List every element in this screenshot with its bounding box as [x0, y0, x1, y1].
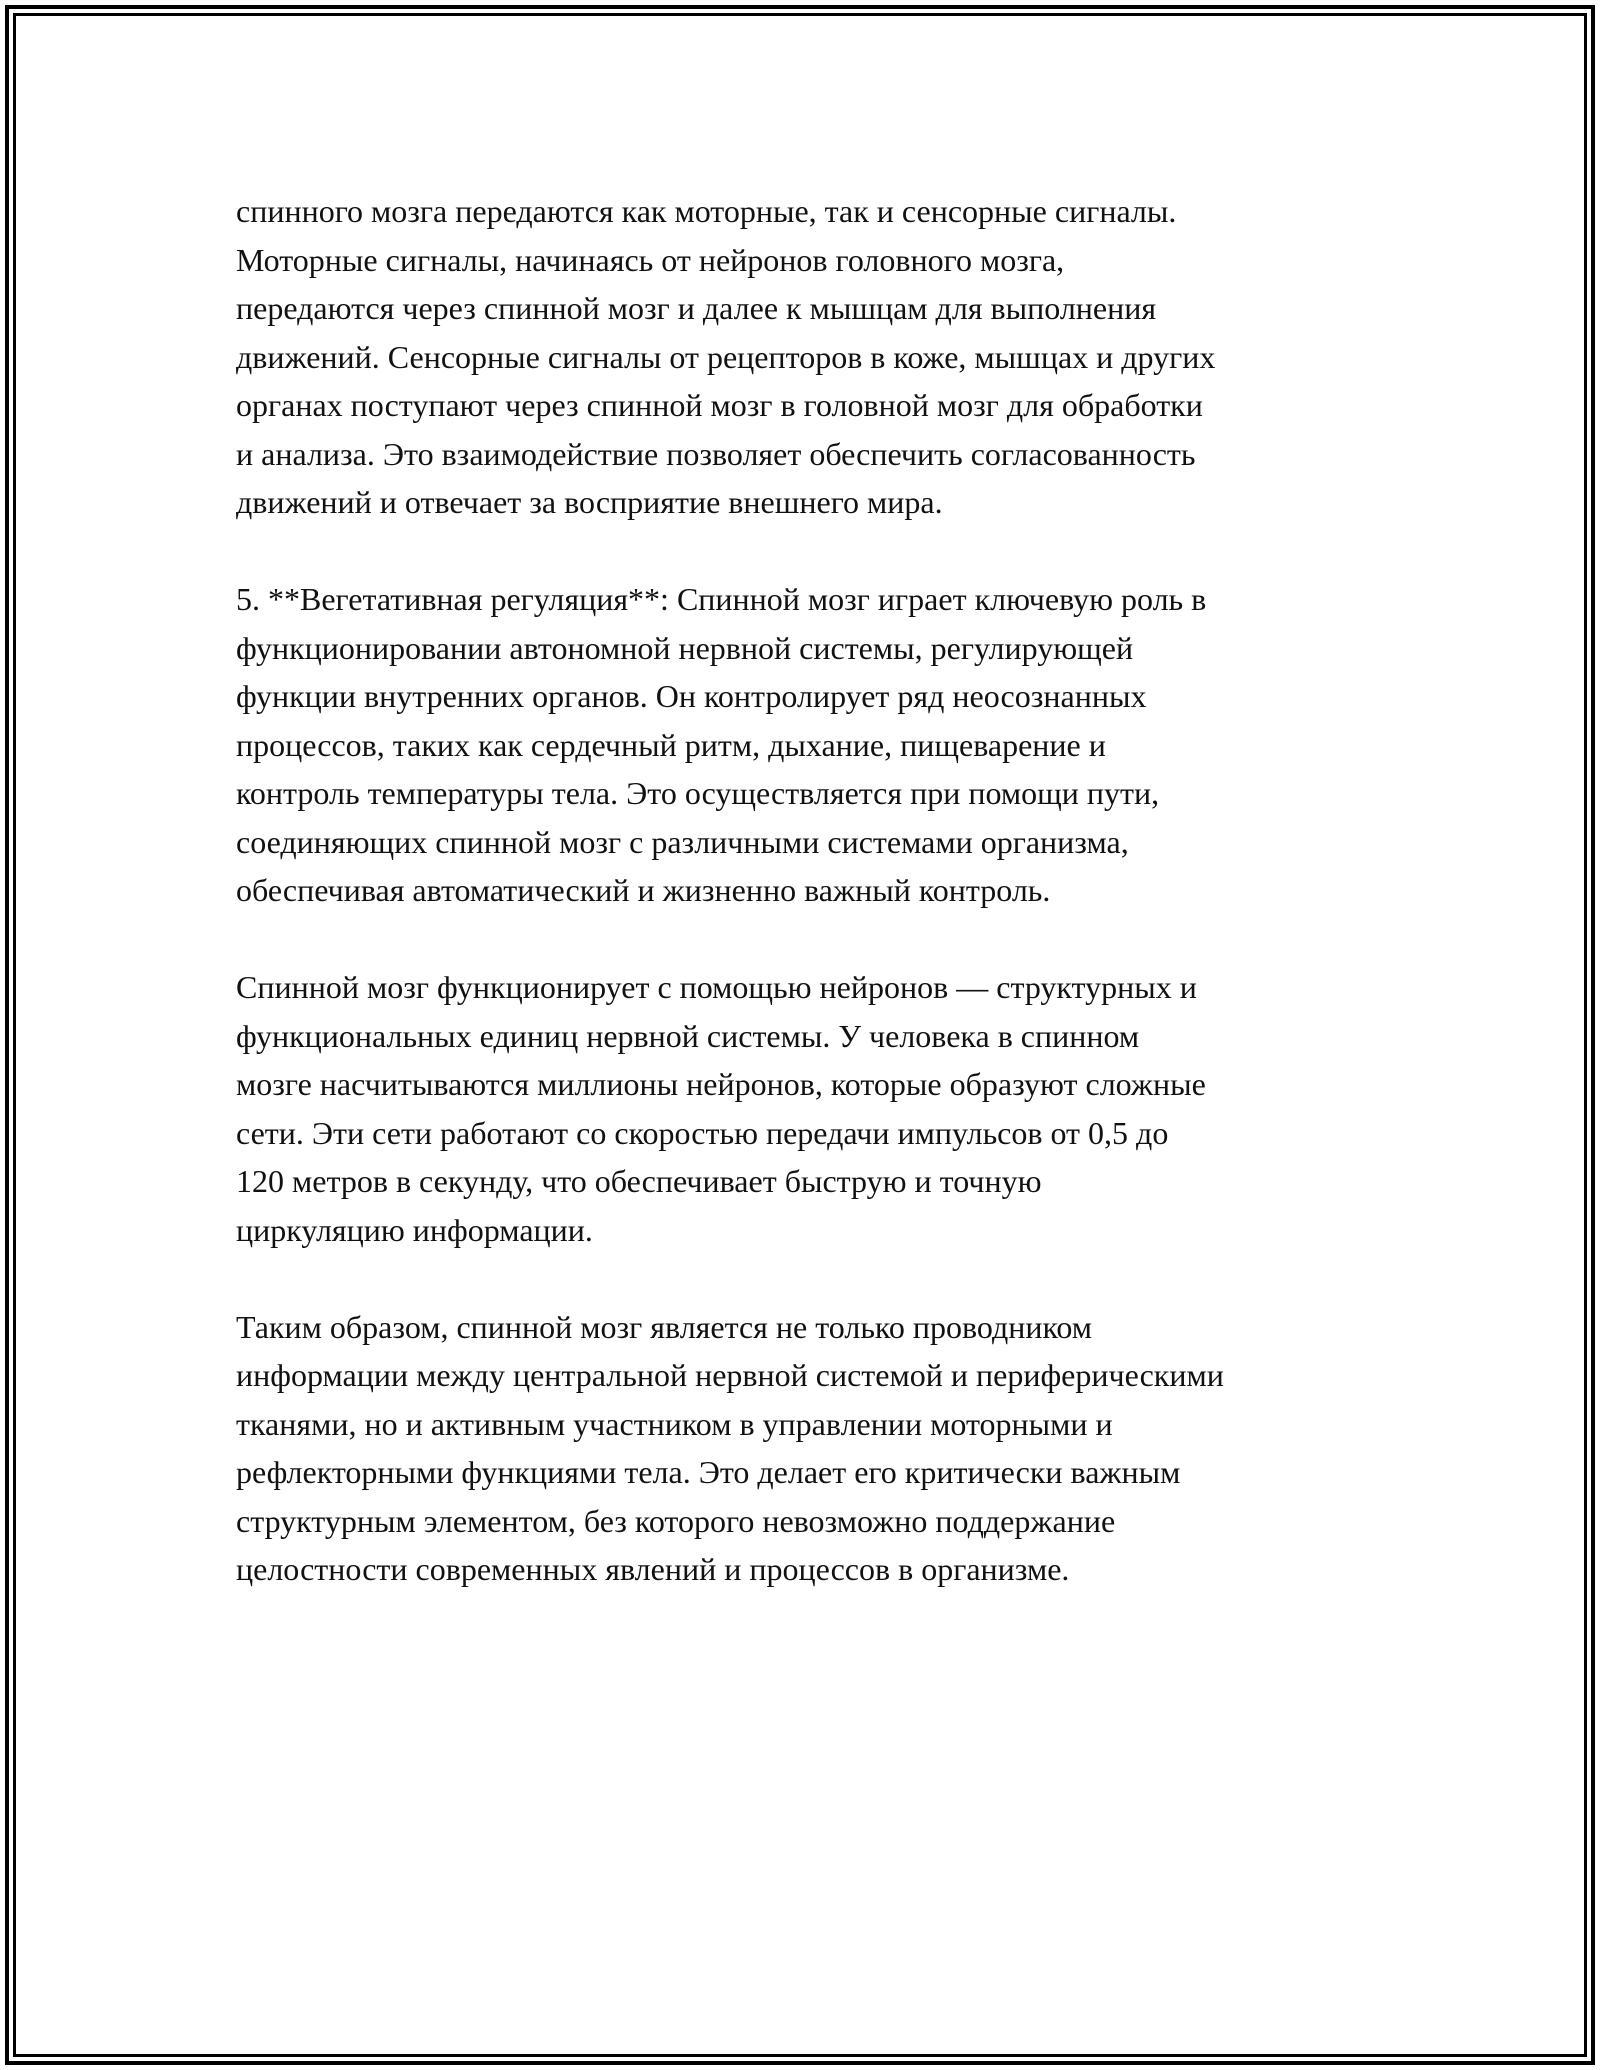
text-line: процессов, таких как сердечный ритм, дыхание, пищеварение и — [236, 726, 1106, 763]
text-line: органах поступают через спинной мозг в головной мозг для обработки — [236, 387, 1203, 423]
text-line: 120 метров в секунду, что обеспечивает быструю и точную — [236, 1163, 1042, 1199]
text-line: целостности современных явлений и процессов в организме. — [236, 1551, 1070, 1587]
document-body — [236, 187, 1386, 1642]
paragraph-conclusion — [236, 1303, 1386, 1594]
text-line: Моторные сигналы, начинаясь от нейронов головного мозга, — [236, 241, 1065, 278]
text-line: контроль температуры тела. Это осуществляется при помощи пути, — [236, 775, 1160, 811]
paragraph-signal-transmission — [236, 187, 1386, 527]
text-line: сети. Эти сети работают со скоростью передачи импульсов от 0,5 до — [236, 1114, 1169, 1151]
text-line: структурным элементом, без которого невозможно поддержание — [236, 1502, 1116, 1539]
text-line: мозге насчитываются миллионы нейронов, которые образуют сложные — [236, 1066, 1206, 1102]
text-line: передаются через спинной мозг и далее к мышцам для выполнения — [236, 290, 1157, 326]
paragraph-vegetative-regulation — [236, 575, 1386, 915]
text-line: тканями, но и активным участником в управлении моторными и — [236, 1405, 1113, 1442]
text-line: информации между центральной нервной системой и периферическими — [236, 1357, 1224, 1393]
text-line: движений и отвечает за восприятие внешнего мира. — [236, 484, 943, 520]
text-line: движений. Сенсорные сигналы от рецепторов в коже, мышцах и других — [236, 338, 1216, 375]
text-line: рефлекторными функциями тела. Это делает его критически важным — [236, 1454, 1181, 1490]
text-line: функции внутренних органов. Он контролирует ряд неосознанных — [236, 678, 1147, 714]
text-line: циркуляцию информации. — [236, 1211, 593, 1248]
text-line: Спинной мозг функционирует с помощью нейронов — структурных и — [236, 969, 1197, 1005]
text-line: 5. **Вегетативная регуляция**: Спинной мозг играет ключевую роль в — [236, 581, 1207, 617]
text-line: Таким образом, спинной мозг является не только проводником — [236, 1308, 1093, 1345]
text-line: и анализа. Это взаимодействие позволяет обеспечить согласованность — [236, 435, 1196, 472]
paragraph-neurons — [236, 963, 1386, 1254]
text-line: спинного мозга передаются как моторные, так и сенсорные сигналы. — [236, 193, 1177, 229]
text-line: соединяющих спинной мозг с различными системами организма, — [236, 823, 1129, 860]
text-line: функционировании автономной нервной системы, регулирующей — [236, 629, 1134, 666]
text-line: функциональных единиц нервной системы. У человека в спинном — [236, 1017, 1140, 1054]
text-line: обеспечивая автоматический и жизненно важный контроль. — [236, 872, 1051, 908]
